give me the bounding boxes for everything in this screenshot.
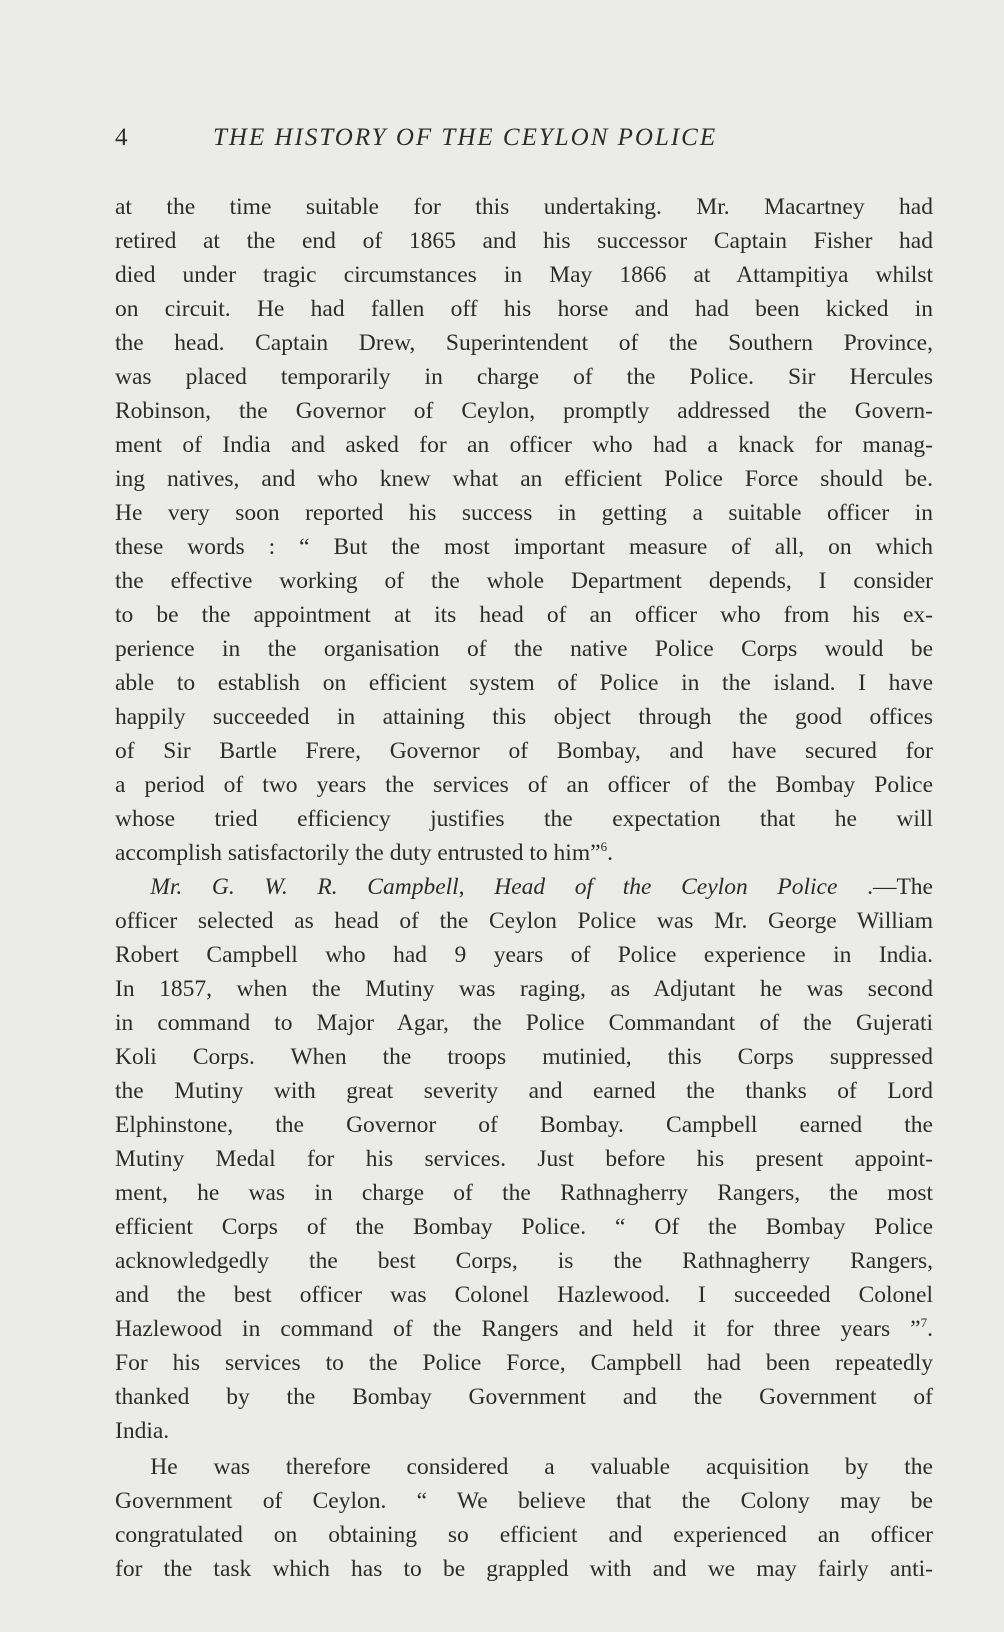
- page-header: [115, 124, 935, 164]
- text-line: efficient Corps of the Bombay Police. “ Of the Bombay Police: [115, 1214, 933, 1240]
- text-line: [115, 870, 933, 904]
- text-line: In 1857, when the Mutiny was raging, as Adjutant he was second: [115, 976, 933, 1002]
- section-heading-tail: .—The: [837, 874, 933, 900]
- text-line-content: He was therefore considered a valuable acquisition by the: [150, 1454, 933, 1480]
- text-line: Robinson, the Governor of Ceylon, promptly addressed the Govern-: [115, 398, 933, 424]
- text-line: [115, 836, 933, 870]
- text-line-content: Hazlewood in command of the Rangers and held it for three years ”: [115, 1316, 921, 1342]
- text-line: acknowledgedly the best Corps, is the Rathnagherry Rangers,: [115, 1248, 933, 1274]
- footnote-ref-7[interactable]: 7: [920, 1315, 928, 1331]
- text-line: was placed temporarily in charge of the Police. Sir Hercules: [115, 364, 933, 390]
- text-line: [115, 1450, 933, 1484]
- text-line: Koli Corps. When the troops mutinied, this Corps suppressed: [115, 1044, 933, 1070]
- text-line: India.: [115, 1418, 170, 1444]
- text-line-end: .: [607, 840, 613, 866]
- text-line: ing natives, and who knew what an efficient Police Force should be.: [115, 466, 933, 492]
- text-line: these words : “ But the most important measure of all, on which: [115, 534, 933, 560]
- text-line-end: .: [927, 1316, 933, 1342]
- text-line: Elphinstone, the Governor of Bombay. Campbell earned the: [115, 1112, 933, 1138]
- text-line: the effective working of the whole Department depends, I consider: [115, 568, 933, 594]
- paragraph-1: [115, 190, 933, 870]
- text-line: congratulated on obtaining so efficient and experienced an officer: [115, 1522, 933, 1548]
- text-line: Government of Ceylon. “ We believe that the Colony may be: [115, 1488, 933, 1514]
- text-line: died under tragic circumstances in May 1866 at Attampitiya whilst: [115, 262, 933, 288]
- text-line-content: accomplish satisfactorily the duty entrusted to him”: [115, 840, 601, 866]
- text-line: He very soon reported his success in getting a suitable officer in: [115, 500, 933, 526]
- text-line: on circuit. He had fallen off his horse and had been kicked in: [115, 296, 933, 322]
- text-line: the Mutiny with great severity and earned the thanks of Lord: [115, 1078, 933, 1104]
- text-line: retired at the end of 1865 and his successor Captain Fisher had: [115, 228, 933, 254]
- text-line: perience in the organisation of the native Police Corps would be: [115, 636, 933, 662]
- body-text: [115, 190, 933, 1586]
- text-line: for the task which has to be grappled with and we may fairly anti-: [115, 1556, 933, 1582]
- text-line: Mutiny Medal for his services. Just before his present appoint-: [115, 1146, 933, 1172]
- text-line: thanked by the Bombay Government and the Government of: [115, 1384, 933, 1410]
- text-line: at the time suitable for this undertaking. Mr. Macartney had: [115, 194, 933, 220]
- text-line: ment, he was in charge of the Rathnagherry Rangers, the most: [115, 1180, 933, 1206]
- text-line: and the best officer was Colonel Hazlewood. I succeeded Colonel: [115, 1282, 933, 1308]
- text-line: to be the appointment at its head of an officer who from his ex-: [115, 602, 933, 628]
- text-line: officer selected as head of the Ceylon Police was Mr. George William: [115, 908, 933, 934]
- section-heading: Mr. G. W. R. Campbell, Head of the Ceylon Police: [150, 874, 838, 900]
- text-line: whose tried efficiency justifies the expectation that he will: [115, 806, 933, 832]
- text-line: able to establish on efficient system of Police in the island. I have: [115, 670, 933, 696]
- text-line: the head. Captain Drew, Superintendent of the Southern Province,: [115, 330, 933, 356]
- text-line: in command to Major Agar, the Police Commandant of the Gujerati: [115, 1010, 933, 1036]
- paragraph-2: [115, 870, 933, 1448]
- text-line: [115, 1312, 933, 1346]
- text-line: ment of India and asked for an officer who had a knack for manag-: [115, 432, 933, 458]
- text-line: of Sir Bartle Frere, Governor of Bombay, and have secured for: [115, 738, 933, 764]
- text-line: Robert Campbell who had 9 years of Police experience in India.: [115, 942, 933, 968]
- page-number: 4: [115, 124, 128, 151]
- running-title: THE HISTORY OF THE CEYLON POLICE: [213, 124, 718, 151]
- footnote-ref-6[interactable]: 6: [600, 839, 608, 855]
- text-line: a period of two years the services of an officer of the Bombay Police: [115, 772, 933, 798]
- paragraph-3: [115, 1450, 933, 1586]
- text-line: happily succeeded in attaining this object through the good offices: [115, 704, 933, 730]
- text-line: For his services to the Police Force, Campbell had been repeatedly: [115, 1350, 933, 1376]
